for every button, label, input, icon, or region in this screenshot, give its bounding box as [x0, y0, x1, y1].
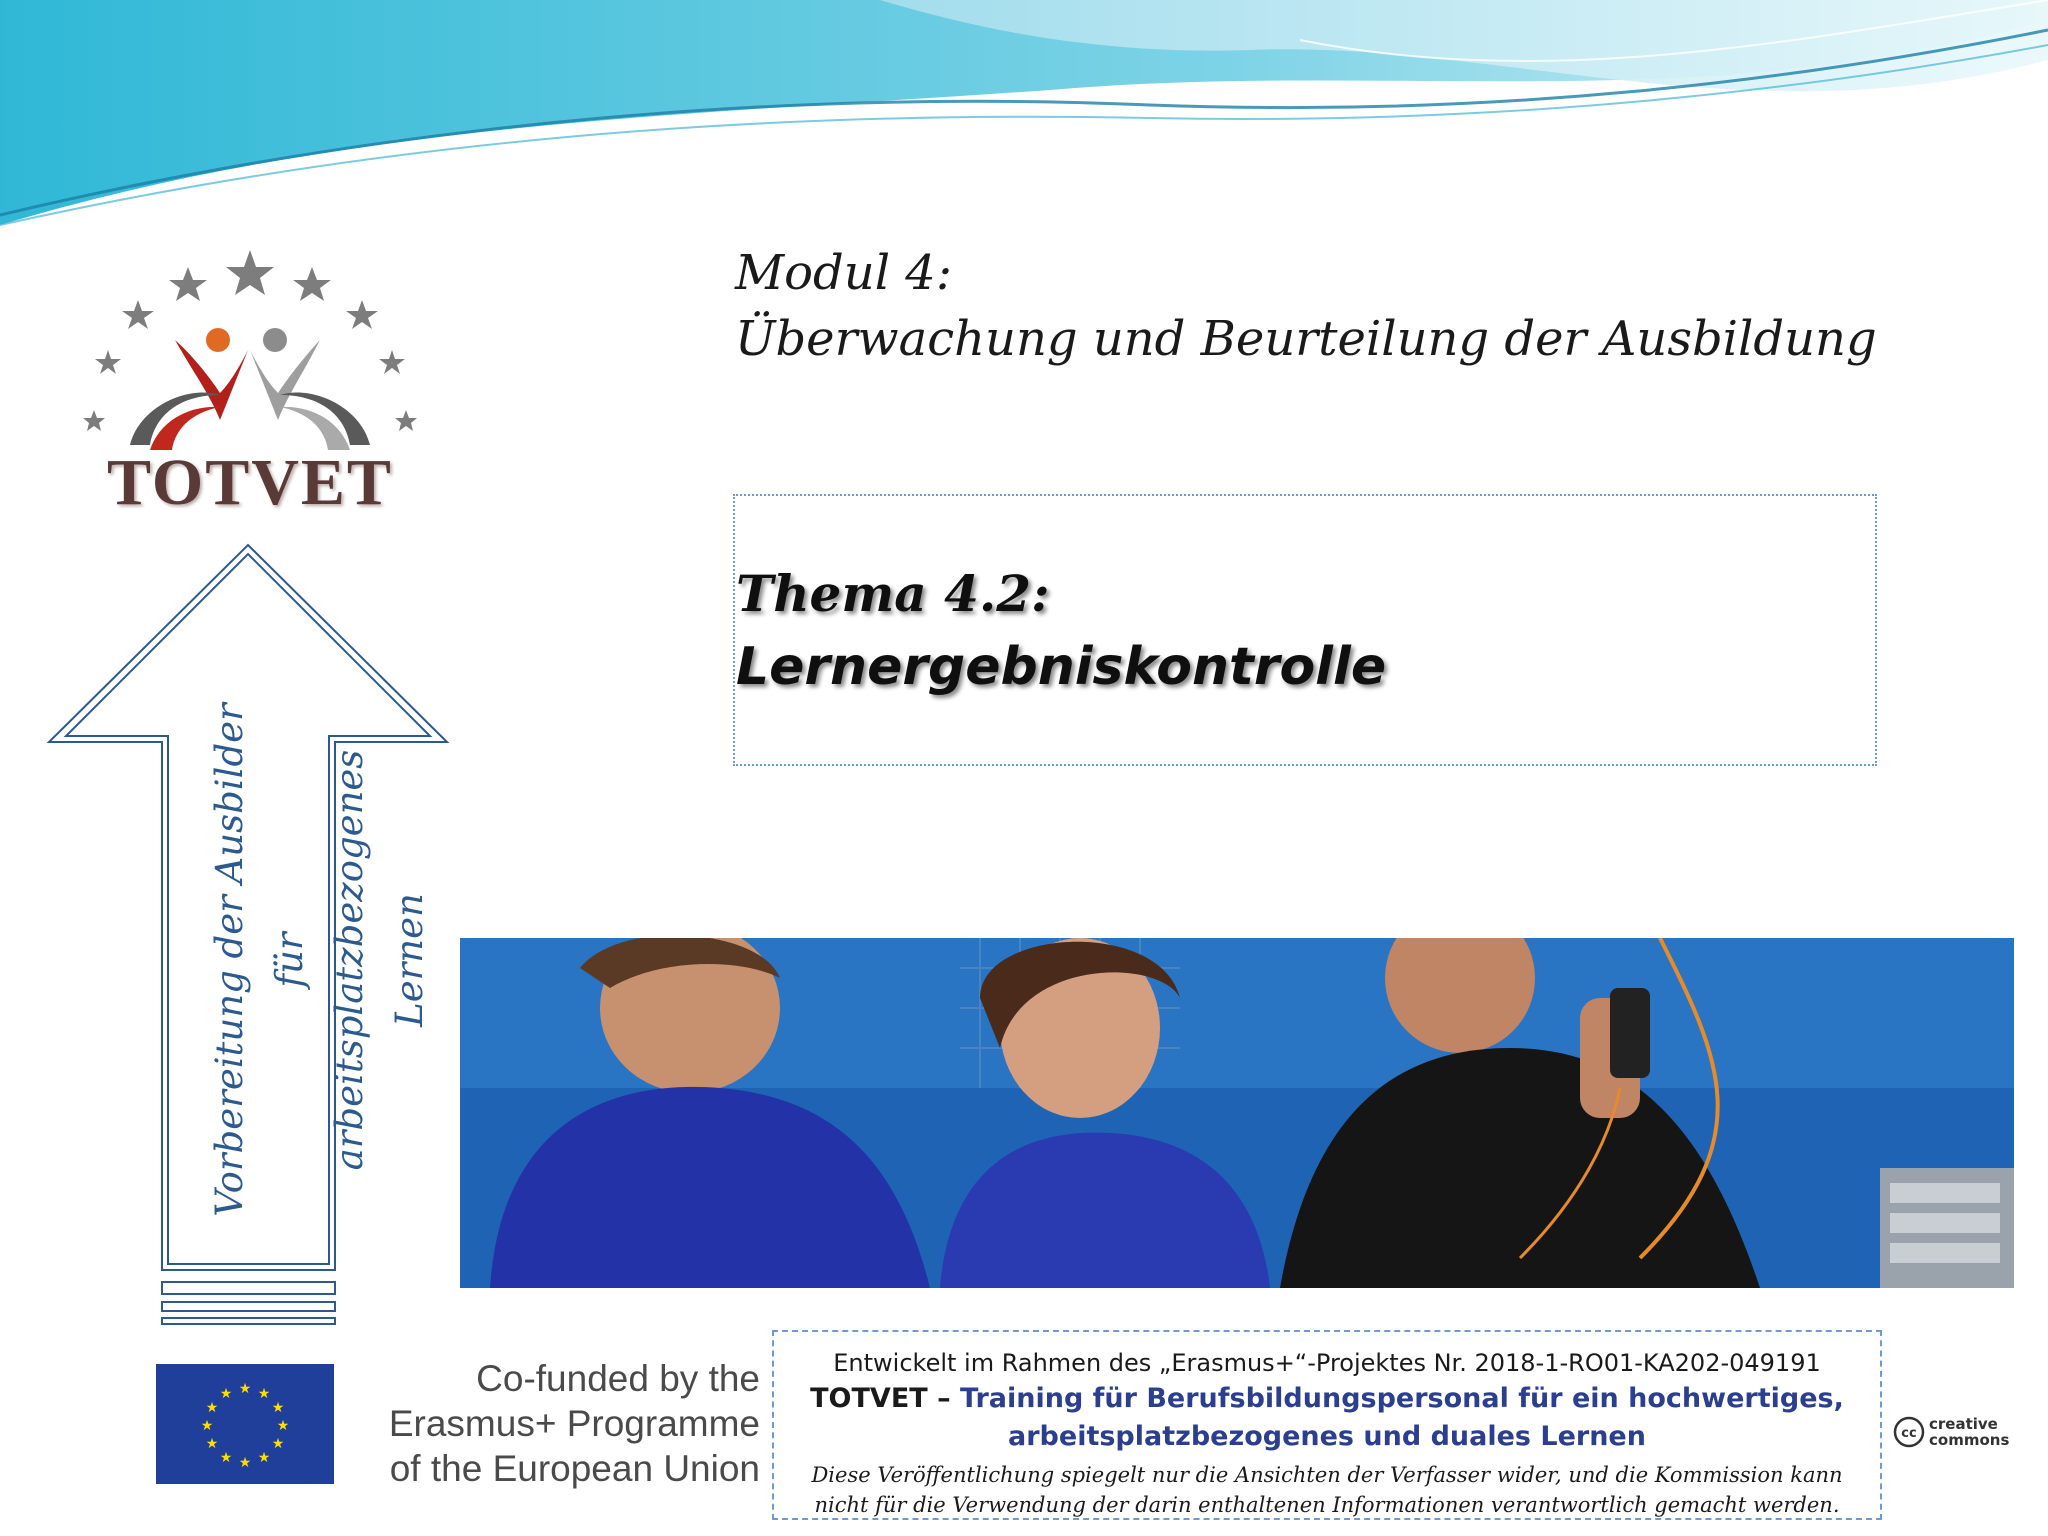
eu-text-line1: Co-funded by the — [476, 1358, 760, 1399]
topic-title: Lernergebniskontrolle — [736, 637, 1387, 697]
arrow-caption — [200, 680, 440, 1240]
disclaimer-line2: nicht für die Verwendung der darin enthaltenen Informationen verantwortlich gemacht werden. — [814, 1493, 1840, 1517]
svg-text:★: ★ — [257, 1450, 271, 1466]
project-title-text: Training für Berufsbildungspersonal für ein hochwertiges, — [960, 1383, 1844, 1414]
module-title — [735, 240, 1877, 372]
project-name: TOTVET – — [810, 1383, 960, 1414]
eu-text-line2: Erasmus+ Programme — [388, 1403, 760, 1444]
cc-text-bottom: commons — [1929, 1431, 2010, 1449]
svg-text:★: ★ — [219, 1386, 233, 1402]
eu-flag-icon — [156, 1364, 334, 1484]
creative-commons-icon — [1893, 1414, 2033, 1450]
module-number: Modul 4: — [735, 245, 953, 301]
disclaimer — [774, 1460, 1880, 1520]
svg-text:★: ★ — [276, 1418, 290, 1434]
arrow-caption-line1: Vorbereitung der Ausbilder für — [208, 703, 311, 1217]
star-icon — [346, 300, 378, 329]
star-icon — [83, 410, 105, 431]
star-icon — [395, 410, 417, 431]
header-waves — [0, 0, 2048, 240]
topic-number: Thema 4.2: — [736, 564, 1050, 623]
svg-text:★: ★ — [238, 1455, 252, 1471]
svg-text:★: ★ — [219, 1450, 233, 1466]
svg-text:★: ★ — [205, 1400, 219, 1416]
arrow-caption-line2: arbeitsplatzbezogenes Lernen — [328, 749, 431, 1171]
eu-text-line3: of the European Union — [389, 1448, 760, 1489]
svg-text:★: ★ — [271, 1436, 285, 1452]
star-icon — [169, 267, 207, 301]
svg-text:★: ★ — [271, 1400, 285, 1416]
project-number-text: Entwickelt im Rahmen des „Erasmus+“-Projektes Nr. 2018-1-RO01-KA202-049191 — [833, 1349, 1821, 1377]
star-icon — [379, 350, 405, 374]
star-icon — [293, 267, 331, 301]
svg-text:★: ★ — [238, 1381, 252, 1397]
svg-text:★: ★ — [200, 1418, 214, 1434]
disclaimer-line1: Diese Veröffentlichung spiegelt nur die Ansichten der Verfasser wider, und die Kommission kann — [811, 1463, 1843, 1487]
cc-text-top: creative — [1929, 1415, 1998, 1433]
svg-text:★: ★ — [257, 1386, 271, 1402]
logo-wordmark: TOTVET — [107, 446, 393, 519]
training-photo — [460, 938, 2014, 1288]
module-name: Überwachung und Beurteilung der Ausbildung — [735, 311, 1877, 367]
star-icon — [226, 250, 274, 295]
project-title-line1 — [774, 1380, 1880, 1418]
star-icon — [95, 350, 121, 374]
project-info-box — [772, 1330, 1882, 1520]
project-title-line2: arbeitsplatzbezogenes und duales Lernen — [1008, 1421, 1646, 1452]
svg-text:★: ★ — [205, 1436, 219, 1452]
eu-cofunding-text — [360, 1356, 760, 1491]
star-icon — [122, 300, 154, 329]
svg-text:cc: cc — [1901, 1426, 1917, 1441]
